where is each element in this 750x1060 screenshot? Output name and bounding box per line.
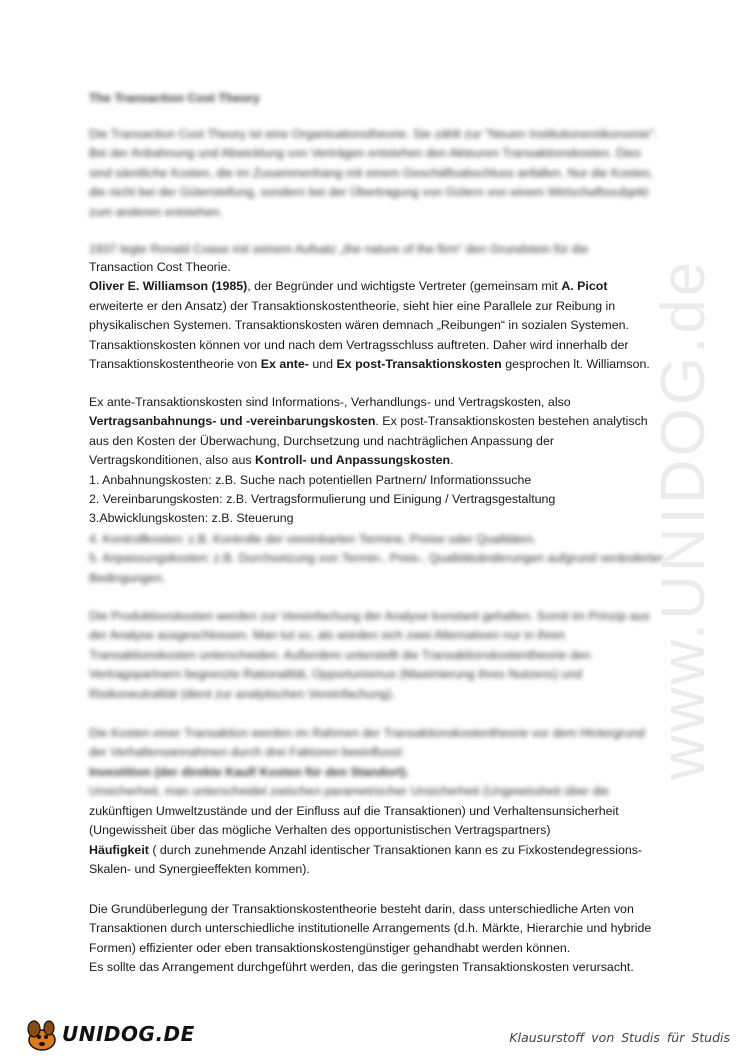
dog-icon [22, 1018, 62, 1052]
conclusion-text-1: Die Grundüberlegung der Transaktionskostentheorie besteht darin, dass unterschiedliche Arten von Transaktionen durch unterschiedliche institutionelle Arrangements (d.h. Märkte, Hierarchie und hybride Formen) effizienter oder eben transaktionskostengünstiger gehandhabt werden können. [89, 902, 652, 955]
williamson-text-2: erweiterte er den Ansatz) der Transaktionskostentheorie, sieht hier eine Parallele zur Reibung in physikalischen Systemen. Transaktionskosten wären demnach „Reibungen“ in sozialen Systemen. Transaktionskosten können vor und nach dem Vertragsschluss auftreten. Daher wird innerhalb der Transaktionskostentheorie von [89, 298, 629, 372]
cost-list-item-5: 5. Anpassungskosten: z.B. Durchsetzung von Termin-, Preis-, Qualitätsänderungen aufgrund veränderter Bedingungen. [89, 551, 664, 585]
ex-ante-text-2: . Ex post-Transaktionskosten bestehen analytisch aus den Kosten der Überwachung, Durchsetzung und nachträglichen Anpassung der Vertragskonditionen, also aus [89, 414, 648, 468]
factors-paragraph [89, 724, 664, 802]
cost-list-item-2: 2. Vereinbarungskosten: z.B. Vertragsformulierung und Einigung / Vertragsgestaltung [89, 492, 556, 507]
document-title: The Transaction Cost Theory [89, 91, 260, 105]
williamson-text-3: gesprochen lt. Williamson. [501, 357, 650, 372]
unsicherheit-line: Unsicherheit, man unterscheidet zwischen parametrischer Unsicherheit (Ungewissheit über die [89, 784, 609, 799]
intro-line-1: Die Transaction Cost Theory ist eine Organisationstheorie. Sie zählt zur "Neuen Institutionenökonomie". [89, 127, 658, 141]
conclusion-paragraph [89, 900, 664, 978]
ex-ante-text-3: . [450, 453, 454, 468]
haeufigkeit-term: Häufigkeit [89, 842, 149, 857]
watermark-text: www.UNIDOG.de [649, 258, 718, 780]
ex-ante-term: Ex ante- [260, 357, 309, 372]
ex-ante-bold-1: Vertragsanbahnungs- und -vereinbarungskosten [89, 414, 376, 429]
ex-ante-text-1: Ex ante-Transaktionskosten sind Informations-, Verhandlungs- und Vertragskosten, also [89, 395, 571, 409]
williamson-name: Oliver E. Williamson (1985) [89, 279, 248, 294]
williamson-paragraph [89, 258, 664, 374]
coase-line-end: Transaction Cost Theorie. [89, 260, 231, 274]
haeufigkeit-text: ( durch zunehmende Anzahl identischer Transaktionen kann es zu Fixkostendegressions-Skalen- und Synergieeffekten kommen). [89, 842, 643, 877]
logo-text: UNIDOG.DE [62, 1022, 195, 1046]
cost-list-item-4: 4. Kontrollkosten: z.B. Kontrolle der vereinbarten Termine, Preise oder Qualitäten. [89, 532, 537, 546]
cost-list-item-1: 1. Anbahnungskosten: z.B. Suche nach potentiellen Partnern/ Informationssuche [89, 472, 532, 487]
ex-post-term: Ex post-Transaktionskosten [336, 357, 502, 372]
intro-paragraph [89, 125, 664, 222]
unidog-logo [22, 1018, 195, 1052]
unsicherheit-line-2: zukünftigen Umweltzustände und der Einfluss auf die Transaktionen) und Verhaltensunsicherheit [89, 804, 619, 818]
unsicherheit-line-3: (Ungewissheit über das mögliche Verhalten des opportunistischen Vertragspartners) [89, 823, 551, 838]
factors-intro: Die Kosten einer Transaktion werden im Rahmen der Transaktionskostentheorie vor dem Hintergrund der Verhaltensannahmen durch drei Faktoren beeinflusst: [89, 726, 645, 760]
investition-line: Investition (der direkte Kauf/ Kosten für den Standort). [89, 764, 410, 779]
williamson-text-1: , der Begründer und wichtigste Vertreter (gemeinsam mit [247, 279, 562, 294]
conclusion-text-2: Es sollte das Arrangement durchgeführt werden, das die geringsten Transaktionskosten verursacht. [89, 960, 634, 975]
unsicherheit-paragraph [89, 802, 664, 880]
ex-ante-paragraph [89, 393, 664, 529]
ex-ante-bold-2: Kontroll- und Anpassungskosten [255, 453, 451, 468]
production-paragraph: Die Produktionskosten werden zur Vereinfachung der Analyse konstant gehalten. Somit im Prinzip aus der Analyse ausgeschlossen. Man tut so, als würden sich zwei Alternativen nur in ihren Transaktionskosten unterscheiden. Außerdem unterstellt die Transaktionskostentheorie den Vertragspartnern begrenzte Rationalität, Opportunismus (Maximierung ihres Nutzens) und Risikoneutralität (dient zur analytischen Vereinfachung). [89, 609, 650, 701]
coase-line: 1937 legte Ronald Coase mit seinem Aufsatz „the nature of the firm“ den Grundstein für die [89, 242, 589, 256]
intro-line-2: Bei der Anbahnung und Abwicklung von Verträgen entstehen den Akteuren Transaktionskosten. Dies sind sämtliche Kosten, die im Zusammenhang mit einem Geschäftsabschluss anfallen. Nur die Kosten, die nicht bei der Güterstellung, sondern bei der Übertragung von Gütern von einem Wirtschaftssubjekt zum anderen entstehen. [89, 146, 654, 219]
und-text: und [308, 357, 337, 372]
cost-list-blurred [89, 530, 664, 588]
picot-name: A. Picot [561, 279, 608, 294]
footer-slogan: Klausurstoff von Studis für Studis [509, 1030, 730, 1045]
cost-list-item-3: 3.Abwicklungskosten: z.B. Steuerung [89, 511, 294, 526]
